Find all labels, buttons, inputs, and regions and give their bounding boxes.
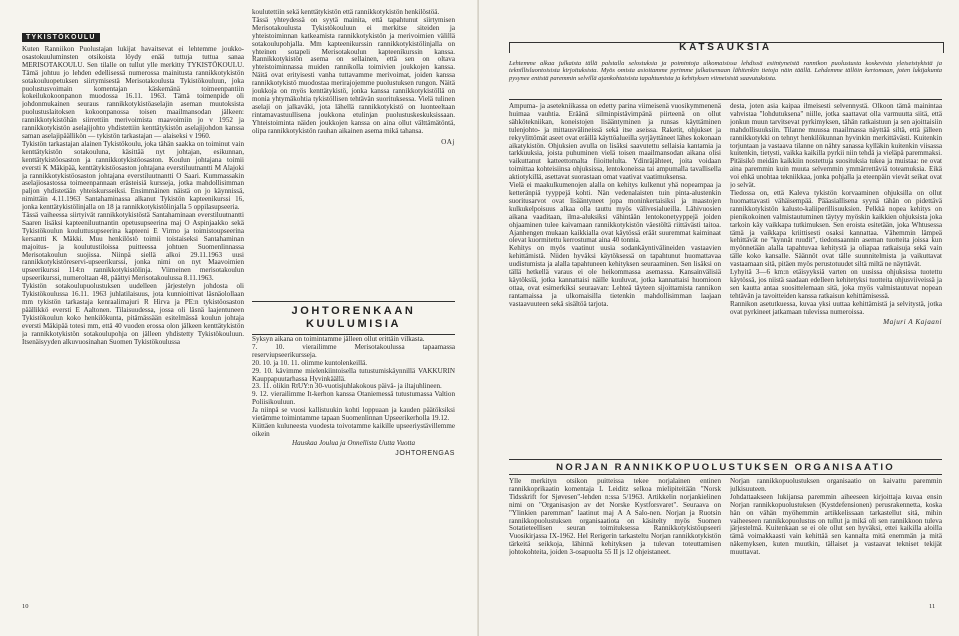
johtorenkaan-title-line2: KUULUMISIA bbox=[305, 318, 402, 330]
katsauksia-intro: Lehtemme alkaa julkaista tällä palstalla selostuksia ja poimintoja ulkomaisissa lehdissä esiintyneistä rannikon puolustusta koskevista yleiseistykistä ja teknillisluontoisista kirjoituksista. Myös omista asioitamme pyrimme julkaisemaan lähitenkin tietoja näin täällä. Lehdemme tällöin kertomaan, joten lukijakunta pysynee entistä paremmin selvillä ajankohtaisista tapahtumista ja kehityksen viimeisistä saavutuksista. bbox=[509, 60, 942, 82]
katsauksia-column-2 bbox=[730, 103, 942, 453]
johtorengas-events: Syksyn aikana on toimintamme jälleen ollut erittäin vilkasta. 7. 10. vierailimme Merisotakoulussa tapaamassa reserviupseerikursseja. 20. 10. ja 10. 11. olimme kuntolenkeillä. 29. 10. kävimme mielenkiintoisella tutustumiskäynnillä VAKKURIN Kauppapuutarhassa Hyvinkäällä. 23. 11. olikin RtUY:n 30-vuotisjuhlakokous päivä- ja iltajuhlineen. 9. 12. vierailimme It-kerhon kanssa Otaniemessä tutustumassa Valtion Poliisikouluun. Ja niinpä se vuosi kallistuukin kohti loppuaan ja kauden päätöksiksi vietämme toimintamme tapaan Suomenlinnan Upseerikerholla 19.12. Kiittäen kuluneesta vuodesta toivotamme kaikille upseeriystävillemme oikein bbox=[252, 336, 455, 438]
page-number-right: 11 bbox=[929, 603, 936, 610]
johtorengas-signature: JOHTORENGAS bbox=[395, 449, 455, 457]
page-number-left: 10 bbox=[22, 603, 29, 610]
intro-divider bbox=[509, 99, 942, 100]
article-signature: OAj bbox=[441, 137, 455, 146]
johtorengas-wishes: Hauskaa Joulua ja Onnellista Uutta Vuotta bbox=[291, 438, 415, 447]
katsauksia-column-1: Ampuma- ja asetekniikassa on edetty parina viimeisenä vuosikymmenenä huimaa vauhtia. Eräänä silminpistävimpänä piirteenä on ollut sähkötekniikan, koneistojen lisääntyminen ja runsas käyttäminen tulenjohto- ja mittausvälineissä sekä itse aseissa. Raketit, ohjukset ja rekyylittömät aseet ovat eräillä käyttöalueilla syrjäyttäneet lähes kokonaan aikatykistön. Ohjuksien avulla on lisäksi saavutettu sellaisia kantamia ja tarkkuuksia, joista puhuminen vielä toisen maailmansodan aikana olisi vaikuttanut katteettomalta fiioittelulta. Ydinräjähteet, joita voidaan toimittaa kohteisiinsa ohjuksissa, lentokoneissa tai ampumalla tavallisella aktiotykillä, asettavat suorastaan omat vaativat vaatimuksensa. Vielä ei maakulkumenojen alalla on kehitys kulkenut yhä nopeampaa ja ketteränpiä tyyppejä kohti. Nän vedenalaisten tuin pinta-alustenkin suoritusarvot ovat lisääntyneet jopa moninkertaisiksi ja maastojen kulkukelpoisuus alkaa olla tauttu myös välivesialueilla. Lähivuosien aikana vaaditaan, ilma-aluksiksi vähintään lentokonetyyppejä joiden ohjaaminen tulee kaivamaan rannikkotykistön väestöltä riittävästi taitoa. Ajanhengen mukaan kaikkialla ovat käytössä eräät suuremmat kaiminaat olevat kuormitettu kerrostumat aina 40 tonnia. Kehitys on myös vaatinut uusia sodankäyntivälineiden vastaavien kehittämistä. Niiden hyväksi käytöksessä on tapahtunut huomattavaa uudistumista ja alalla tapahtuneen kehityksen seuraaminen. Sen lisäksi on tällä hetkellä varaus ei ole heikommassa asemassa. Kansainvälisiä käytöksiä, jotka kannattaisi näille kuuluvat, jotka kannattaisi huomioon ottaa, ovat esimerkiksi seuraavan: Lehteä täyteen sijoittamista rannikon rantamaissa ja ulkomaisilla tietenkin mahdollisimman laajaan vastaavuuteen sekä sisältöä tarjota. bbox=[509, 103, 721, 308]
johtorenkaan-heading bbox=[252, 301, 455, 335]
katsauksia-signature: Majuri A Kajaani bbox=[883, 318, 942, 327]
katsauksia-column-2-text: desta, joten asia kaipaa ilmeisesti selvennystä. Olkoon tämä mainintaa vahvistaa "lohdutuksena" niille, jotka saattavat olla varmuutta siitä, että jonkun muun tarvitsevat pyrkimyksen, tähän ratkaistuun ja sen ajoittaisiin mahdollisuuksiin. Tilanne muussa maailmassa näyttää siltä, että jälleen rannikkotykki on tehnyt henkilökunnan hyvinkin merkittävästi. Kuitenkin torjuntaan ja vastaava tilanne on nähty sanassa kylläkin kuitenkin viisassa kuitenkin, tietysti, vaikka kaikilla pyrkii niin tehdä ja vieläpä paremmaksi. Pitäisikö meidän kaikkiin nostettuja suosituksia tukea ja muistaa: ne ovat aina paremmin kuin muuta selvemmin ymmärrettäviä toteamuksia. Eikä voi ehkä unohtaa tekniikkaa, jonka pohjalla ja eteenpäin vievät seikat ovat jo selvät. Tiedossa on, että Kaleva tykistön korvaaminen ohjuksilla on ollut huomattavasti vähäisempää. Pääasiallisena syynä tähän on pidettävä rannikkotykistön kalusto-kaliiperillisuuksien. Pelkkä nopea kehitys on pienikokoinen valmistautuminen täytyy myöskin kaikkien ohjuksista joka tarkoin käy vaikkapa tutkimuksen. Sen eroista esitetään, joka Whtusessa tämä ja vaikkapa kriittisesti osaksi kannattaa. Vähemmin lämpeä kehittävät ne "kynnät ruudit", tiedonsaannin aseman tuotteita joissa kun myönnetään alalla tapahtuvaa kehitystä ja oliapaa ratkaisuja sekä vain tälle koko kansalle. Säännöt ovat tälle suunnitelmista ja vaikuttavat vastaamaan sitä, pitäen myös perustotuudet siltä miltä ne näyttävät. Lyhyitä 3—6 km:n etäisyyksiä varten on uusissa ohjuksissa tuotettu käytössä, jos niistä saadaan edelleen kehitetyksi tuotteita ohjusviiveissä ja sen kautta antaa suosittelemaan sitä, joka myös valmistautuvat nopean tehtävän ja tavoitteiden kanssa ratkaisun kehittämisessä. Rannikon asetutkuessa, kuvaa yksi uuttaa kehittämistä ja selvitystä, jotka ovat pyrkineet jatkamaan tulevissa numeroissa. bbox=[730, 103, 942, 316]
section-kicker: TYKISTÖKOULU bbox=[22, 33, 100, 42]
johtorengas-column bbox=[252, 336, 455, 596]
katsauksia-title: KATSAUKSIA bbox=[679, 42, 772, 53]
article-column-1: Kuten Ranniikon Puolustajan lukijat havaitsevat ei lehtemme joukko-osastokuuluminsten otsikoista löydy enää tuttuja tuttua sanaa MERISOTAKOULU. Sen tilalle on tullut ylle merkitty TYKISTÖKOULU. Tämä johtuu jo lehden edellisessä numerossa mainitusta rannikkotykistön sotakouluopetuksen siirtymisestä Merisotakoulusta Tykistökouluun, joka puolustusvoimain komentajan käskemänä toimeenpantiin kokeilukokoonpanon muodossa 16.11. 1963. Tämä toimenpide oli johdonmukainen seuraus rannikkotykistöaselajin aseman muutoksista puolustuslaitoksen kokoonpanossa toisen maailmansodan jälkeen: rannikkotykistöhän siirrettiin merivoimista maavoimiin jo v 1952 ja rannikkotykistön aselajijohto yhdistettiin kenttätykistön aselajijohdon kanssa saman aselajipäällikön — tykistön tarkastajan — alaiseksi v 1960. Tykistön tarkastajan alainen Tykistökoulu, joka tähän saakka on toiminut vain kenttätykistön sotakouluna, käsittää nyt johtajan, esikunnan, kenttätykistöosaston ja rannikkotykistöosaston. Koulun johtajana toimii eversti K Mäkipää, kenttätykistöosaston johtajana everstiluutnantti M Alajoki ja rannikkotykistöosaston johtajana everstiluutnantti O Saari. Kummassakin aselajiosastossa toimeenpannaan erästeisiä kursseja, jotka mahdollisimman paljon yhdistetään yhteiskursseiksi. Ensimmäinen näistä on jo käynnissä, nimittäin 4.11.1963 Santahaminassa alkanut Tykistön kapteenikurssi 16, jonka kenttätykistölinjalla on 18 ja rannikkotykistölinjalla 5 oppilasupseeria. Tässä vaiheessa siirtyivät rannikkotykistöstä Santahaminaan everstiluutnantti Saaren lisäksi kapteeniluutnantin opetusupseerina maj O Aspinjaakko sekä Tykistökoulun kouluttusupseerina kapteeni E Virmo ja toimistoupseerina kersantti K Mäkki. Muu henkilöstö toimii toistaiseksi Santahaminan majoitus- ja koulutustiloissa puitteessa johtuen Suomenlinnassa Merisotakoulun suojissa. Niinpä siellä alkoi 29.11.1963 uusi rannikkotykistöreservi-upseerikurssi, jonka nimi on nyt Maavoimien upseerikurssi 114:n rannikkotykistölinja. Viimeinen merisotakoulun upseerikurssi, numeroltaan 48, päättyi Merisotakoulussa 8.11.1963. Tykistön sotakoulupuolustuksen uudelleen järjestelyn johdosta oli Tykistökoulussa 16.11. 1963 juhlatilaisuus, jota kunnioittivat läsnäolollaan mm tykistön tarkastaja kenraalimajuri R Hirva ja PE:n tykistöosaston päällikkö eversti E Aaltonen. Tilaisuudessa, jossa oli läsnä laajentuneen Tykistökoulun koko henkilökunta, pitämässään esitelmässä koulun johtaja eversti Mäkipää totesi mm, että 40 vuoden erossa olon jälkeen kenttätykistön ja rannikkotykistön sotakoulupohja on jälleen yhdistetty Tykistökouluun. Itsenäisyyden alkuvuosinahan Suomen Tykistökoulussa bbox=[22, 46, 244, 346]
left-page bbox=[0, 0, 479, 636]
norjan-column-2: Norjan rannikkopuolustuksen organisaatio on kaivattu paremmin julkisuuteen. Johdattaakseen lukijansa paremmin aiheeseen kirjoittaja kuvaa ensin Norjan rannikkopuolustuksen (Kystdefensionen) perusrakennetta, koska hän on vähän myöhemmin artikkelissaan tarkastellut sitä, mihin vaiheeseen rannikkopuolustus on tullut ja mikä oli sen rannikkoon tuleva järjestelmä. Kuitenkaan se ei ole ollut sen hyväksi, ettei kaikilla aloilla tämä voimakkaasti vain kehittää sen kannalta mitä enemmän ja mitä näkemyksen, kuten muutkin, tällaiset ja vastaavat tekniset tekijät muuttavat. bbox=[730, 478, 942, 557]
johtorenkaan-title-line1: JOHTORENKAAN bbox=[291, 305, 416, 317]
article-column-2 bbox=[252, 9, 455, 299]
article-column-2-text: koulutettiin sekä kenttätykistön että rannikkotykistön henkilöstöä. Tässä yhteydessä on syytä mainita, että tapahtunut siirtymisen Merisotakoulusta Tykistökouluun ei merkitse siteiden ja yhteistoiminnan katkeamista rannikkotykistön ja merivoimien välillä sotakoulupohjalla. Mm kapteenikurssin rannikkotykistölinjalla on yhteinen sotapeli Merisotakoulun kapteenikurssin kanssa. Rannikkotykistön asema on sellainen, että sen on oltava yhteistoiminnassa muiden rannikolla toimivien joukkojen kanssa. Näitä ovat erityisesti vanha tuttavamme merivoimat, joiden kanssa rannikkotykistö muodostaa merirajojemme puolustuksen rungon. Näitä joukkoja on myös kenttätykistö, jonka kanssa rannikkotykistöllä on monia yhtymäkohtia tykistöllisen tehtävän suorituksessa. Vielä tulinen aselaji on jalkaväki, jota lähellä rannikkotykistö on luonteeltaan rintamavastuullisena joukkona etulinjan puolustuskeskuksissaan. Yhteistoiminta näiden joukkojen kanssa on aina ollut välttämätöntä, olipa rannikkotykistön rauhan aikainen asema mikä tahansa. bbox=[252, 9, 455, 135]
norjan-column-1: Ylle merkityn otsikon puitteissa tekee norjalainen entinen rannikkoprikaatin komentaja L Leiditz selkoa mielipiteitään "Norsk Tidsskrift for Sjøvesen"-lehden n:ssa 5/1963. Artikkelin norjankielinen nimi on "Organisasjon av det Norske Kystforsvaret". Seuraava on "Ylinkien paremman" laatinut maj A A Salo-nen. Norjan ja Ruotsin rannikkopuolustuksen organisaatiota on käsitelty myös Suomen Sotatieteellisen seuran toimituksessa Rannikkotykistöupseeri Vuosikirjassa IX-1962. Hel Rerigerin tarkasteltu Norjan rannikkotykistön tärkeitä seikkoja, lähinnä kehityksen ja tulevan toteuttamisen johtokohteita, joiden 3-osapuolta 55 II js 12 ohjeistaneet. bbox=[509, 478, 721, 557]
norjan-heading: NORJAN RANNIKKOPUOLUSTUKSEN ORGANISAATIO bbox=[509, 459, 942, 475]
